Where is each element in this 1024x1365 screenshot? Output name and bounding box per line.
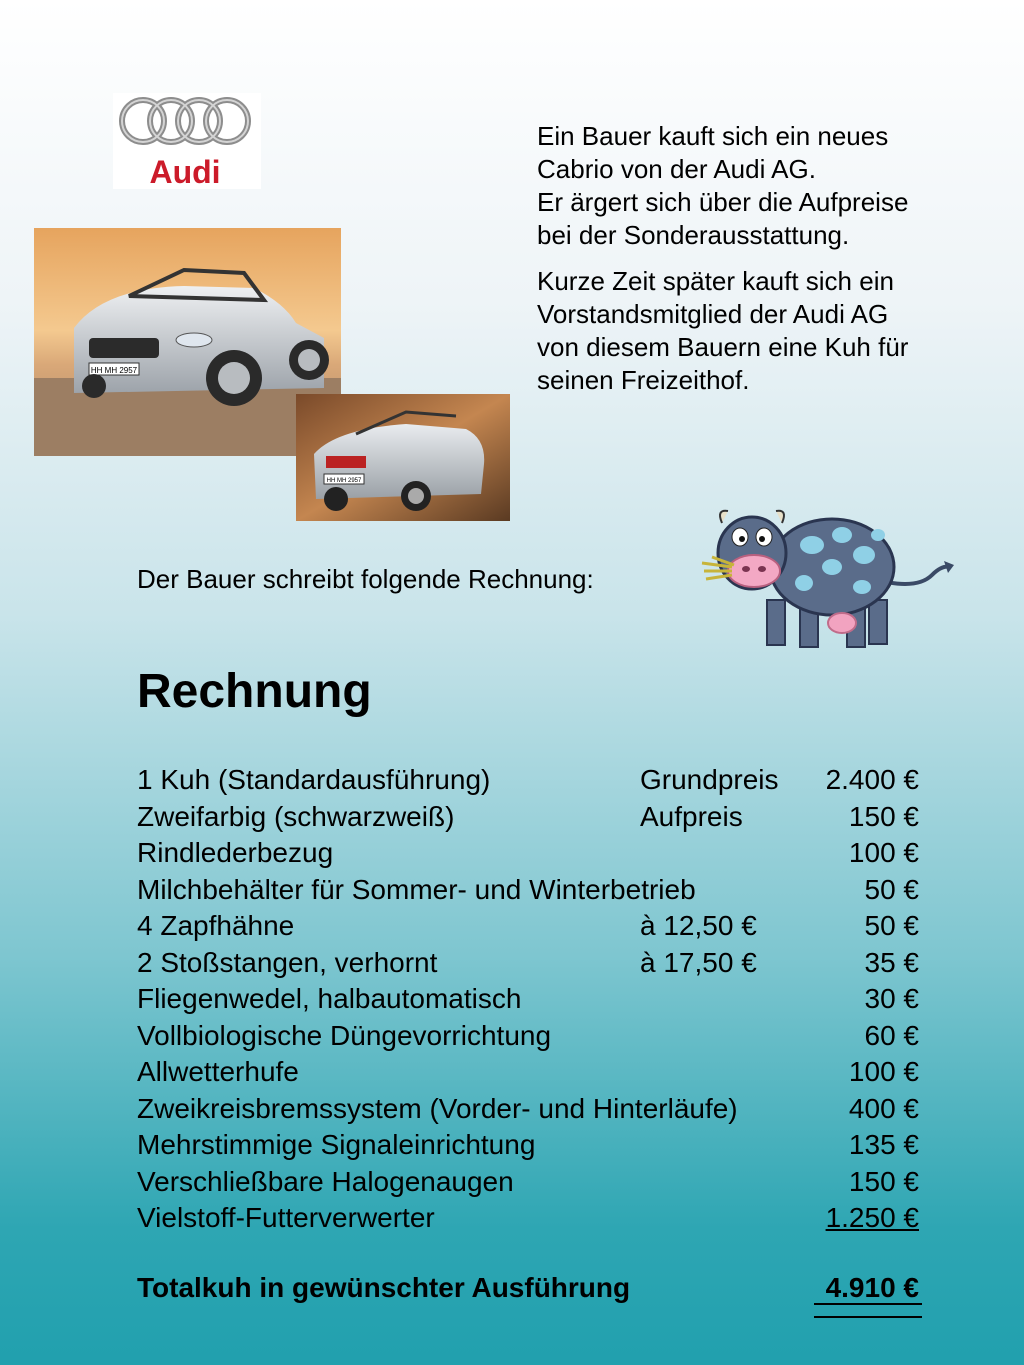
item-description: Milchbehälter für Sommer- und Winterbetrieb: [137, 873, 696, 905]
car-photo-rear: [296, 394, 510, 521]
item-description: Rindlederbezug: [137, 837, 334, 868]
item-amount: 400 €: [848, 1092, 919, 1124]
total-amount: 4.910 €: [825, 1272, 919, 1303]
item-description: 1 Kuh (Standardausführung): [137, 764, 491, 795]
item-note: à 17,50 €: [640, 946, 757, 978]
invoice-row: [137, 908, 937, 945]
item-description: Allwetterhufe: [137, 1056, 299, 1087]
car-photo-front: [34, 228, 341, 456]
intro-paragraph-2: Kurze Zeit später kauft sich ein Vorstandsmitglied der Audi AG von diesem Bauern eine Kuh für seinen Freizeithof.: [537, 266, 909, 395]
invoice-row: [137, 1018, 937, 1055]
item-amount: 35 €: [864, 946, 919, 978]
item-description: Verschließbare Halogenaugen: [137, 1165, 514, 1197]
item-amount: 2.400 €: [825, 764, 919, 795]
item-amount: 150 €: [848, 1165, 919, 1197]
item-note: à 12,50 €: [640, 910, 757, 941]
item-amount: 50 €: [864, 910, 919, 941]
invoice-row: [137, 981, 937, 1018]
invoice-row: [137, 1200, 937, 1237]
item-note: Grundpreis: [640, 764, 779, 795]
invoice-row: [137, 1164, 937, 1201]
invoice-row: [137, 945, 937, 982]
license-plate-front: HH MH 2957: [90, 366, 138, 375]
invoice-intro: Der Bauer schreibt folgende Rechnung:: [137, 564, 594, 594]
invoice-row: [137, 872, 937, 909]
invoice-row: [137, 799, 937, 836]
invoice-row: [137, 762, 937, 799]
item-amount: 1.250 €: [825, 1202, 919, 1233]
item-amount: 60 €: [864, 1019, 919, 1051]
invoice-row: [137, 1054, 937, 1091]
invoice-row: [137, 1127, 937, 1164]
item-description: Zweifarbig (schwarzweiß): [137, 800, 455, 832]
total-label: Totalkuh in gewünschter Ausführung: [137, 1272, 631, 1303]
item-amount: 50 €: [864, 873, 919, 905]
audi-logo: [113, 93, 261, 189]
item-description: 4 Zapfhähne: [137, 910, 295, 941]
invoice-row: [137, 1091, 937, 1128]
item-amount: 135 €: [848, 1129, 919, 1160]
total-double-underline-2: [814, 1316, 922, 1318]
total-double-underline-1: [814, 1303, 922, 1305]
item-amount: 100 €: [848, 837, 919, 868]
invoice-table: [137, 762, 937, 1237]
invoice-total-row: [137, 1270, 937, 1306]
item-description: Fliegenwedel, halbautomatisch: [137, 983, 522, 1014]
item-description: 2 Stoßstangen, verhornt: [137, 946, 438, 978]
item-amount: 30 €: [864, 983, 919, 1014]
item-amount: 150 €: [848, 800, 919, 832]
intro-paragraph-1: Ein Bauer kauft sich ein neues Cabrio von der Audi AG. Er ärgert sich über die Aufpreise bei der Sonderausstattung.: [537, 121, 909, 250]
audi-logo-text: Audi: [149, 154, 221, 189]
license-plate-rear: HH MH 2957: [326, 478, 362, 484]
item-description: Vielstoff-Futterverwerter: [137, 1202, 435, 1233]
invoice-title: Rechnung: [137, 665, 372, 718]
item-description: Mehrstimmige Signaleinrichtung: [137, 1129, 536, 1160]
item-description: Zweikreisbremssystem (Vorder- und Hinterläufe): [137, 1092, 738, 1124]
item-note: Aufpreis: [640, 800, 743, 832]
invoice-row: [137, 835, 937, 872]
item-description: Vollbiologische Düngevorrichtung: [137, 1019, 552, 1051]
item-amount: 100 €: [848, 1056, 919, 1087]
cow-illustration: [692, 505, 958, 655]
intro-text: [537, 120, 997, 410]
